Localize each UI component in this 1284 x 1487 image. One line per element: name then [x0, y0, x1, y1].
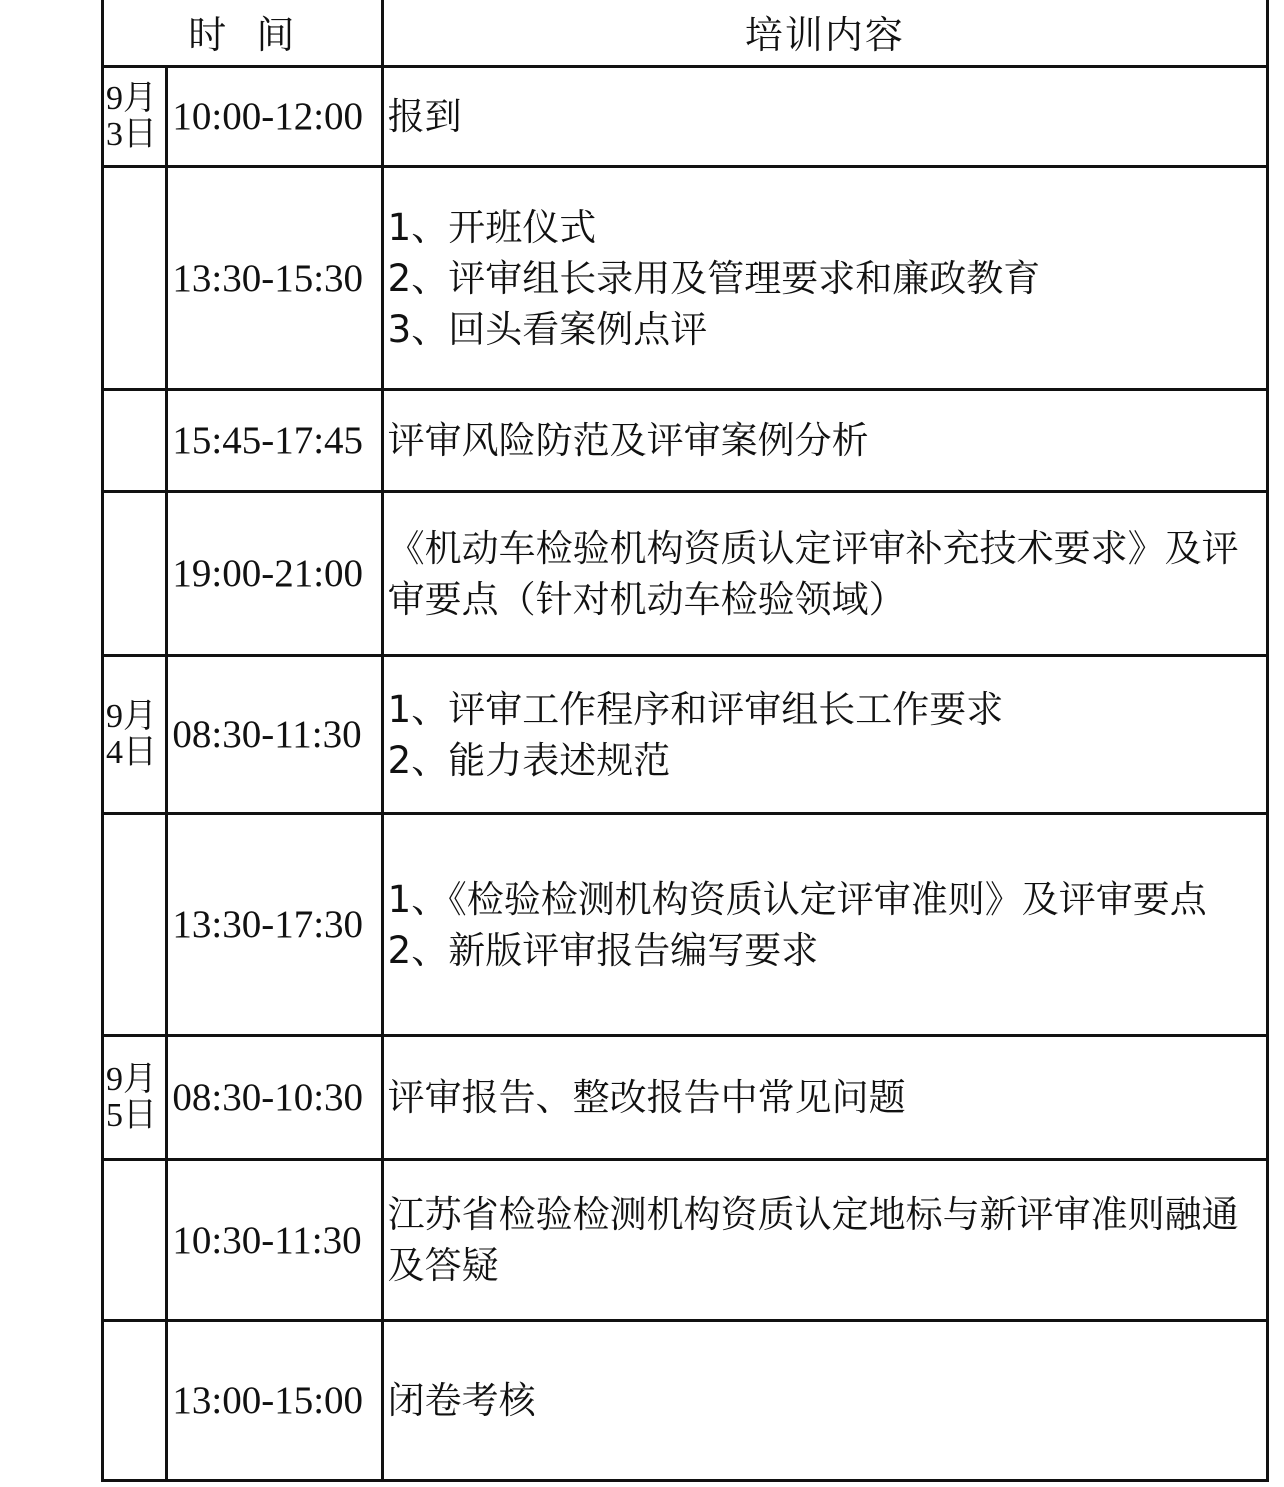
table-row	[103, 1321, 1268, 1481]
content-cell: 评审风险防范及评审案例分析	[382, 390, 1267, 492]
table-row	[103, 67, 1268, 167]
date-cell	[103, 1321, 167, 1481]
table-row	[103, 492, 1268, 656]
time-cell: 15:45-17:45	[167, 390, 382, 492]
date-cell	[103, 1160, 167, 1321]
date-cell: 9月 5日	[103, 1036, 167, 1160]
time-cell: 10:00-12:00	[167, 67, 382, 167]
content-cell: 江苏省检验检测机构资质认定地标与新评审准则融通及答疑	[382, 1160, 1267, 1321]
time-cell: 13:30-15:30	[167, 167, 382, 390]
content-cell: 1、开班仪式 2、评审组长录用及管理要求和廉政教育 3、回头看案例点评	[382, 167, 1267, 390]
content-cell: 1、评审工作程序和评审组长工作要求 2、能力表述规范	[382, 656, 1267, 814]
header-row	[103, 0, 1268, 67]
time-header: 时 间	[103, 0, 383, 67]
date-cell: 9月 3日	[103, 67, 167, 167]
content-cell: 《机动车检验机构资质认定评审补充技术要求》及评审要点（针对机动车检验领域）	[382, 492, 1267, 656]
time-cell: 08:30-10:30	[167, 1036, 382, 1160]
table-row	[103, 1160, 1268, 1321]
date-cell: 9月 4日	[103, 656, 167, 814]
content-cell: 报到	[382, 67, 1267, 167]
time-cell: 08:30-11:30	[167, 656, 382, 814]
table-row	[103, 656, 1268, 814]
time-cell: 10:30-11:30	[167, 1160, 382, 1321]
content-header: 培训内容	[382, 0, 1267, 67]
date-cell	[103, 390, 167, 492]
time-cell: 13:30-17:30	[167, 814, 382, 1036]
training-schedule-table	[101, 0, 1269, 1482]
time-cell: 19:00-21:00	[167, 492, 382, 656]
content-cell: 1、《检验检测机构资质认定评审准则》及评审要点 2、新版评审报告编写要求	[382, 814, 1267, 1036]
content-cell: 评审报告、整改报告中常见问题	[382, 1036, 1267, 1160]
content-cell: 闭卷考核	[382, 1321, 1267, 1481]
table-row	[103, 390, 1268, 492]
date-cell	[103, 492, 167, 656]
date-cell	[103, 167, 167, 390]
schedule-table-wrapper	[101, 0, 1269, 1482]
table-row	[103, 167, 1268, 390]
time-cell: 13:00-15:00	[167, 1321, 382, 1481]
table-row	[103, 814, 1268, 1036]
table-row	[103, 1036, 1268, 1160]
date-cell	[103, 814, 167, 1036]
